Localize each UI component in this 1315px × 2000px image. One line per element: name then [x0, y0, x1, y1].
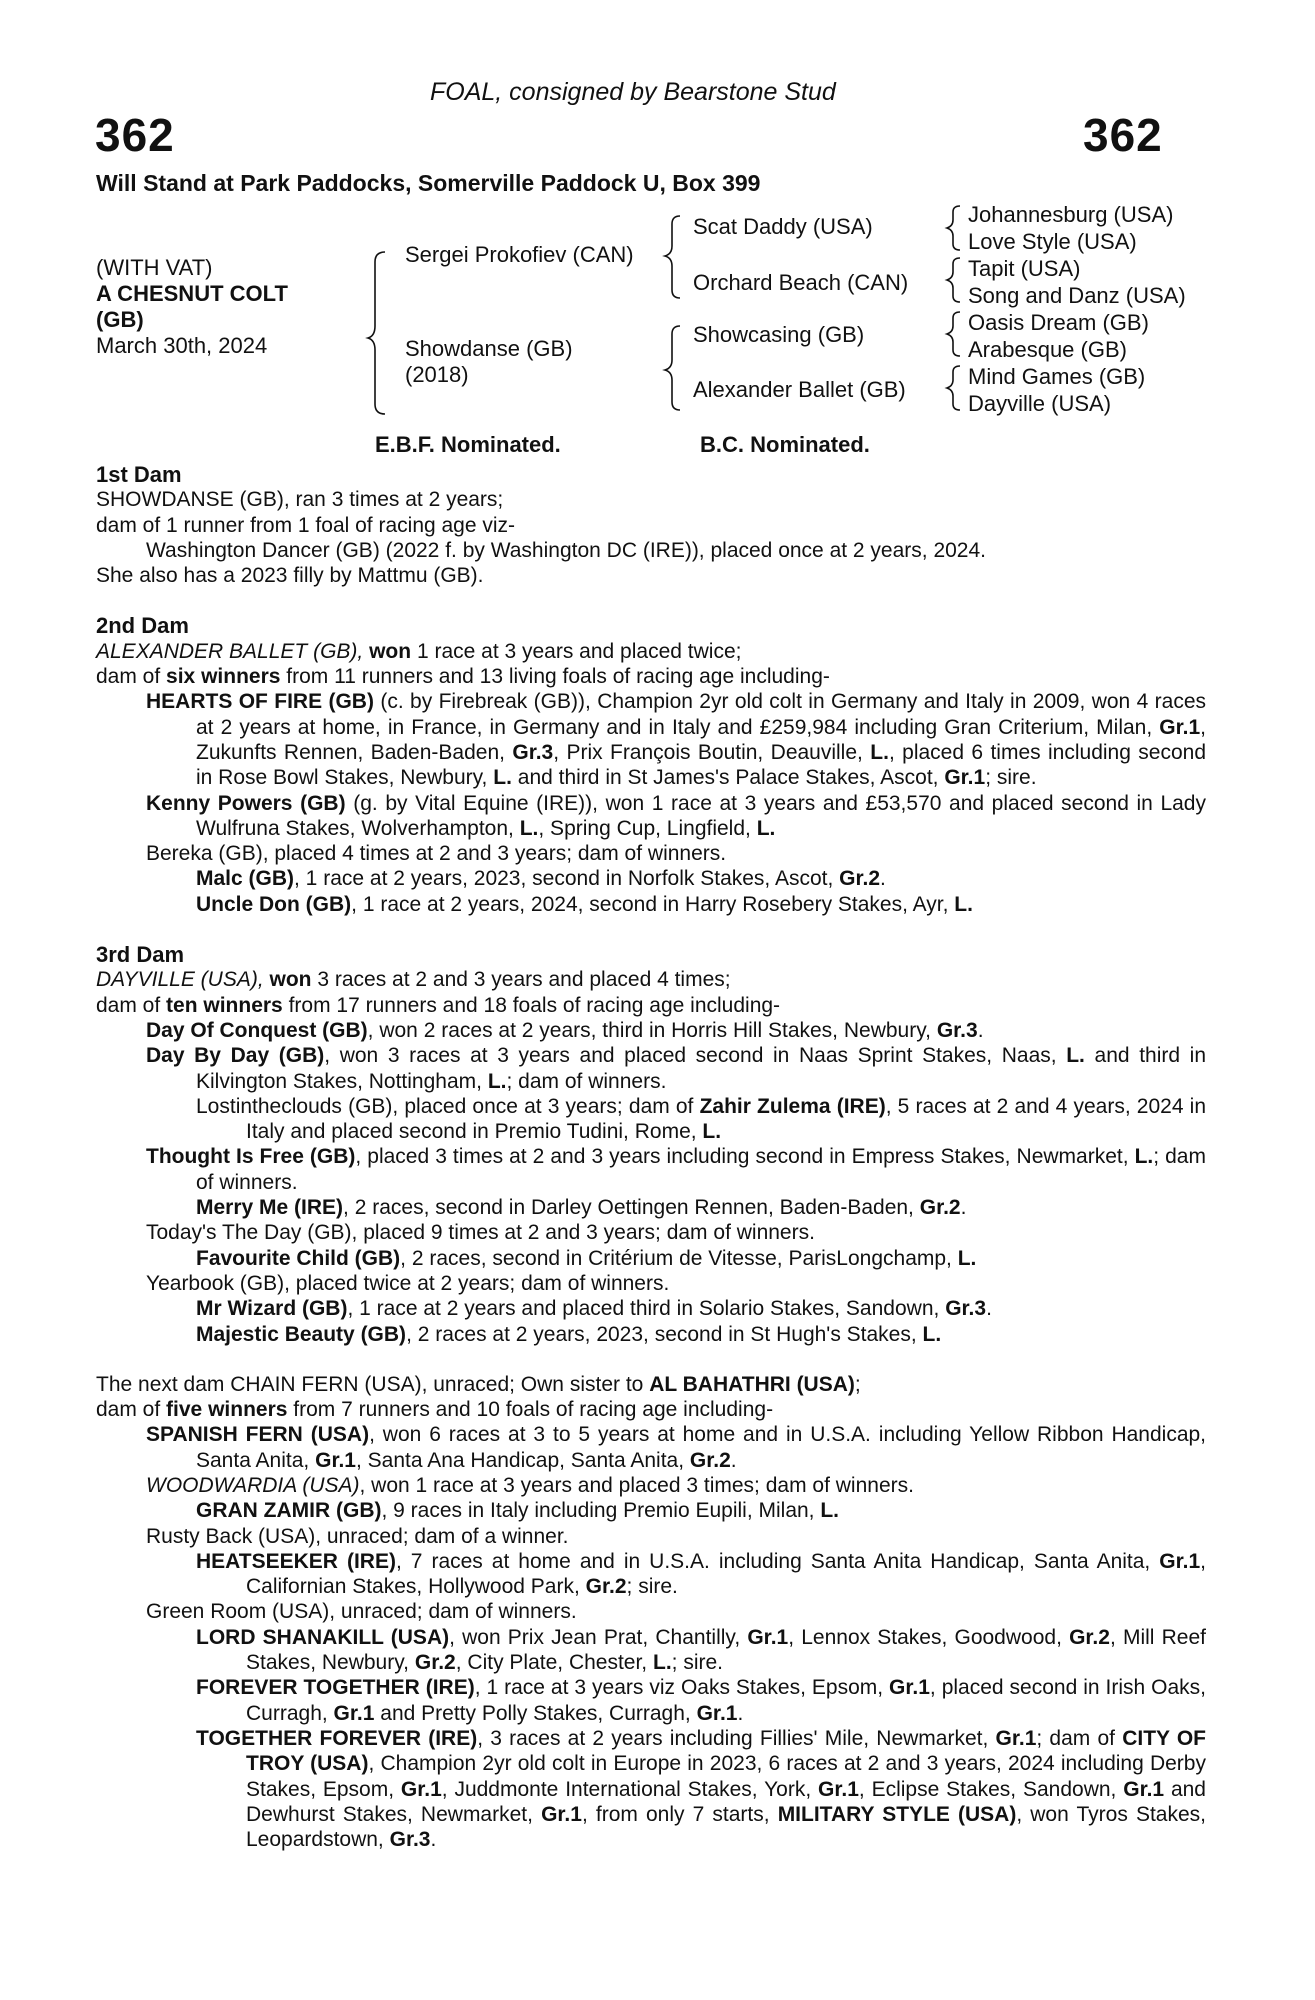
- horse-name: A CHESNUT COLT: [96, 281, 288, 306]
- pedigree-dam-sire: Showcasing (GB): [693, 322, 865, 347]
- produce-entry: TOGETHER FOREVER (IRE), 3 races at 2 years including Fillies' Mile, Newmarket, Gr.1; dam of CITY OF TROY (USA), Champion 2yr old colt in Europe in 2023, 6 races at 2 and 3 years, 2024 including Derby Stakes, Epsom, Gr.1, Juddmonte International Stakes, York, Gr.1, Eclipse Stakes, Sandown, Gr.1 and Dewhurst Stakes, Newmarket, Gr.1, from only 7 starts, MILITARY STYLE (USA), won Tyros Stakes, Leopardstown, Gr.3.: [196, 1726, 1207, 1852]
- third-dam-heading: 3rd Dam: [96, 942, 185, 968]
- bc-nominated: B.C. Nominated.: [700, 432, 870, 457]
- pedigree-sds: Tapit (USA): [968, 256, 1081, 281]
- first-dam-heading: 1st Dam: [96, 462, 182, 487]
- pedigree-dds: Mind Games (GB): [968, 364, 1146, 389]
- produce-entry: HEARTS OF FIRE (GB) (c. by Firebreak (GB)), Champion 2yr old colt in Germany and Italy in 2009, won 4 races at 2 years at home, in France, in Germany and in Italy and £259,984 including Gran Criterium, Milan, Gr.1, Zukunfts Rennen, Baden-Baden, Gr.3, Prix François Boutin, Deauville, L., placed 6 times including second in Rose Bowl Stakes, Newbury, L. and third in St James's Palace Stakes, Ascot, Gr.1; sire.: [146, 690, 1207, 790]
- pedigree-sire-sire: Scat Daddy (USA): [693, 214, 873, 239]
- produce-entry: SPANISH FERN (USA), won 6 races at 3 to 5 years at home and in U.S.A. including Yellow Ribbon Handicap, Santa Anita, Gr.1, Santa Ana Handicap, Santa Anita, Gr.2.: [146, 1423, 1207, 1472]
- third-dam-intro: DAYVILLE (USA), won 3 races at 2 and 3 years and placed 4 times;: [96, 968, 731, 992]
- produce-entry: Day Of Conquest (GB), won 2 races at 2 years, third in Horris Hill Stakes, Newbury, Gr.3.: [146, 1018, 984, 1042]
- produce-entry: Bereka (GB), placed 4 times at 2 and 3 years; dam of winners.: [146, 842, 727, 866]
- pedigree-sss: Johannesburg (USA): [968, 202, 1174, 227]
- produce-entry: Merry Me (IRE), 2 races, second in Darley Oettingen Rennen, Baden-Baden, Gr.2.: [196, 1196, 967, 1220]
- first-dam-line: dam of 1 runner from 1 foal of racing age viz-: [96, 513, 516, 537]
- produce-entry: Favourite Child (GB), 2 races, second in Critérium de Vitesse, ParisLongchamp, L.: [196, 1246, 977, 1270]
- produce-entry: Majestic Beauty (GB), 2 races at 2 years, 2023, second in St Hugh's Stakes, L.: [196, 1322, 942, 1346]
- pedigree-dam-year: (2018): [405, 362, 469, 387]
- second-dam-intro: ALEXANDER BALLET (GB), won 1 race at 3 years and placed twice;: [96, 639, 742, 663]
- produce-entry: Rusty Back (USA), unraced; dam of a winner.: [146, 1524, 569, 1548]
- produce-entry: Yearbook (GB), placed twice at 2 years; dam of winners.: [146, 1271, 670, 1295]
- ebf-nominated: E.B.F. Nominated.: [375, 432, 561, 457]
- produce-entry: Kenny Powers (GB) (g. by Vital Equine (IRE)), won 1 race at 3 years and £53,570 and placed second in Lady Wulfruna Stakes, Wolverhampton, L., Spring Cup, Lingfield, L.: [146, 791, 1206, 840]
- second-dam-produce-summary: dam of six winners from 11 runners and 13 living foals of racing age including-: [96, 665, 830, 689]
- produce-entry: LORD SHANAKILL (USA), won Prix Jean Prat, Chantilly, Gr.1, Lennox Stakes, Goodwood, Gr.2, Mill Reef Stakes, Newbury, Gr.2, City Plate, Chester, L.; sire.: [196, 1625, 1206, 1675]
- produce-entry: Malc (GB), 1 race at 2 years, 2023, second in Norfolk Stakes, Ascot, Gr.2.: [196, 867, 886, 891]
- produce-entry: Day By Day (GB), won 3 races at 3 years and placed second in Naas Sprint Stakes, Naas, L. and third in Kilvington Stakes, Nottingham, L.; dam of winners.: [146, 1044, 1207, 1093]
- vat-note: (WITH VAT): [96, 255, 213, 280]
- next-dam-produce-summary: dam of five winners from 7 runners and 10 foals of racing age including-: [96, 1398, 774, 1422]
- produce-entry: Today's The Day (GB), placed 9 times at 2 and 3 years; dam of winners.: [146, 1221, 815, 1245]
- consignment-line: FOAL, consigned by Bearstone Stud: [430, 78, 836, 106]
- produce-entry: Lostintheclouds (GB), placed once at 3 years; dam of Zahir Zulema (IRE), 5 races at 2 and 4 years, 2024 in Italy and placed second in Premio Tudini, Rome, L.: [196, 1094, 1206, 1144]
- stand-location: Will Stand at Park Paddocks, Somerville Paddock U, Box 399: [96, 170, 761, 196]
- pedigree-dam: Showdanse (GB): [405, 336, 573, 361]
- pedigree-dam-dam: Alexander Ballet (GB): [693, 377, 906, 402]
- pedigree-sire: Sergei Prokofiev (CAN): [405, 242, 634, 267]
- catalogue-body: [96, 462, 1206, 1852]
- pedigree-dss: Oasis Dream (GB): [968, 310, 1149, 335]
- pedigree-ssd: Love Style (USA): [968, 229, 1137, 254]
- pedigree-ddd: Dayville (USA): [968, 391, 1112, 416]
- first-dam-line: She also has a 2023 filly by Mattmu (GB).: [96, 564, 484, 588]
- first-dam-produce: Washington Dancer (GB) (2022 f. by Washington DC (IRE)), placed once at 2 years, 2024.: [146, 538, 986, 562]
- foaling-date: March 30th, 2024: [96, 333, 268, 358]
- lot-number-right: 362: [1083, 109, 1163, 161]
- third-dam-produce-summary: dam of ten winners from 17 runners and 18 foals of racing age including-: [96, 993, 781, 1017]
- produce-entry: Uncle Don (GB), 1 race at 2 years, 2024, second in Harry Rosebery Stakes, Ayr, L.: [196, 892, 973, 916]
- first-dam-line: SHOWDANSE (GB), ran 3 times at 2 years;: [96, 488, 504, 512]
- next-dam-intro: The next dam CHAIN FERN (USA), unraced; Own sister to AL BAHATHRI (USA);: [96, 1372, 861, 1396]
- produce-entry: FOREVER TOGETHER (IRE), 1 race at 3 years viz Oaks Stakes, Epsom, Gr.1, placed second in Irish Oaks, Curragh, Gr.1 and Pretty Polly Stakes, Curragh, Gr.1.: [196, 1676, 1206, 1725]
- second-dam-heading: 2nd Dam: [96, 613, 189, 639]
- pedigree-sdd: Song and Danz (USA): [968, 283, 1186, 308]
- pedigree-dsd: Arabesque (GB): [968, 337, 1127, 362]
- horse-country: (GB): [96, 307, 144, 332]
- produce-entry: Green Room (USA), unraced; dam of winners.: [146, 1600, 577, 1624]
- lot-number-left: 362: [95, 109, 175, 161]
- produce-entry: GRAN ZAMIR (GB), 9 races in Italy including Premio Eupili, Milan, L.: [196, 1499, 840, 1523]
- produce-entry: Mr Wizard (GB), 1 race at 2 years and placed third in Solario Stakes, Sandown, Gr.3.: [196, 1297, 992, 1321]
- produce-entry: Thought Is Free (GB), placed 3 times at 2 and 3 years including second in Empress Stakes, Newmarket, L.; dam of winners.: [146, 1145, 1206, 1194]
- produce-entry: WOODWARDIA (USA), won 1 race at 3 years and placed 3 times; dam of winners.: [146, 1473, 914, 1497]
- produce-entry: HEATSEEKER (IRE), 7 races at home and in U.S.A. including Santa Anita Handicap, Santa Anita, Gr.1, Californian Stakes, Hollywood Park, Gr.2; sire.: [196, 1549, 1206, 1599]
- pedigree-sire-dam: Orchard Beach (CAN): [693, 270, 909, 295]
